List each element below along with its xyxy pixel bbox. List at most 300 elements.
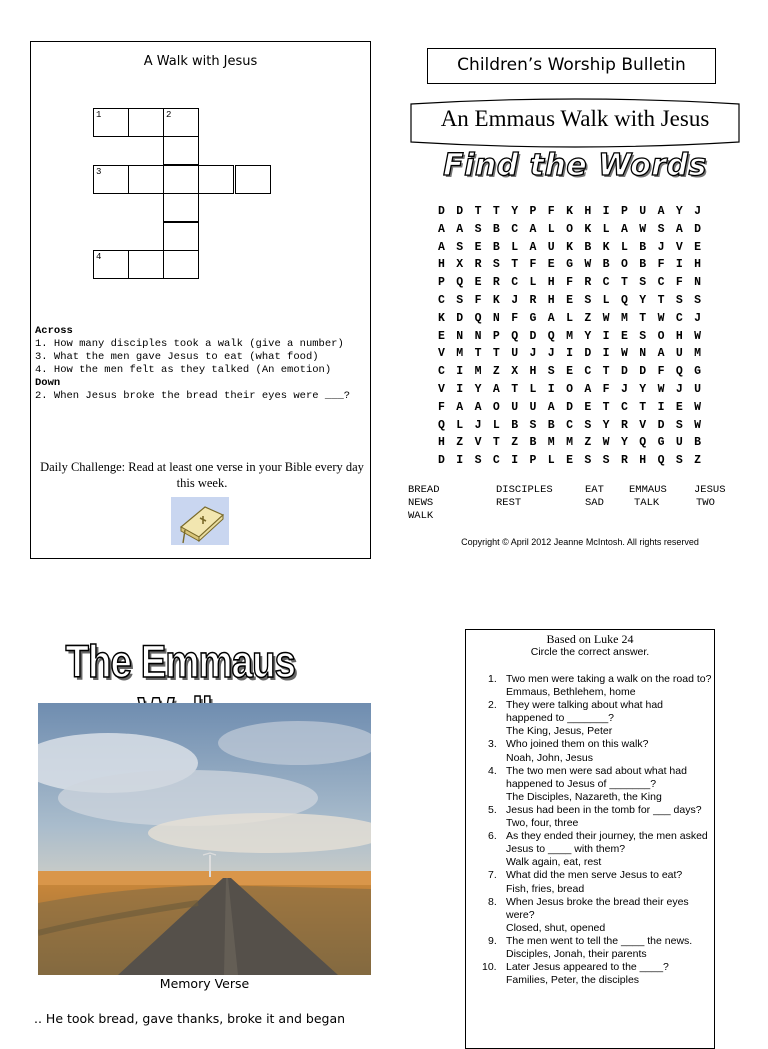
grid-row: [438, 205, 712, 223]
crossword-panel: [30, 41, 371, 559]
grid-letter[interactable]: H: [529, 365, 537, 379]
quiz-questions: [472, 673, 712, 987]
grid-letter[interactable]: G: [694, 365, 702, 379]
grid-letter[interactable]: B: [602, 258, 610, 272]
grid-letter[interactable]: H: [547, 276, 555, 290]
answer-options[interactable]: Disciples, Jonah, their parents: [506, 947, 647, 960]
word-item: TWO: [696, 497, 715, 509]
grid-letter[interactable]: E: [438, 329, 445, 343]
grid-letter[interactable]: M: [566, 436, 573, 450]
grid-letter[interactable]: S: [639, 329, 647, 343]
grid-letter[interactable]: S: [492, 258, 500, 272]
grid-letter[interactable]: C: [620, 400, 628, 414]
grid-letter[interactable]: T: [474, 347, 482, 361]
grid-letter[interactable]: J: [620, 382, 628, 396]
grid-letter[interactable]: D: [657, 418, 665, 432]
grid-letter[interactable]: Z: [511, 436, 519, 450]
grid-letter[interactable]: P: [438, 276, 445, 290]
quiz-heading: Based on Luke 24: [546, 632, 634, 646]
quiz-question: [472, 765, 712, 804]
question-number: 9.: [488, 934, 497, 947]
grid-letter[interactable]: L: [511, 240, 519, 254]
grid-letter[interactable]: E: [547, 258, 555, 272]
grid-letter[interactable]: D: [529, 329, 537, 343]
grid-letter[interactable]: K: [566, 240, 573, 254]
grid-letter[interactable]: C: [438, 365, 445, 379]
grid-row: [438, 312, 712, 330]
answer-options[interactable]: Closed, shut, opened: [506, 921, 606, 934]
grid-letter[interactable]: A: [529, 222, 537, 236]
grid-letter[interactable]: M: [694, 347, 702, 361]
grid-letter[interactable]: C: [584, 365, 592, 379]
grid-letter[interactable]: A: [584, 382, 592, 396]
grid-letter[interactable]: M: [547, 436, 555, 450]
grid-letter[interactable]: A: [492, 382, 500, 396]
grid-letter[interactable]: H: [639, 454, 647, 468]
across-heading: Across: [35, 325, 73, 337]
grid-letter[interactable]: G: [529, 311, 537, 325]
grid-letter[interactable]: W: [694, 418, 702, 432]
grid-letter[interactable]: Q: [675, 365, 683, 379]
grid-letter[interactable]: E: [566, 293, 573, 307]
cell-number: 4: [96, 252, 102, 262]
grid-letter[interactable]: Z: [456, 436, 464, 450]
question-number: 1.: [488, 673, 497, 685]
grid-letter[interactable]: Q: [547, 329, 555, 343]
grid-letter[interactable]: D: [438, 454, 445, 468]
grid-row: [438, 436, 712, 454]
grid-letter[interactable]: K: [438, 311, 445, 325]
down-heading: Down: [35, 377, 61, 389]
grid-letter[interactable]: E: [584, 400, 592, 414]
grid-letter[interactable]: D: [584, 347, 592, 361]
grid-letter[interactable]: N: [456, 329, 464, 343]
grid-letter[interactable]: L: [492, 418, 500, 432]
grid-letter[interactable]: S: [657, 222, 665, 236]
grid-letter[interactable]: C: [602, 276, 610, 290]
grid-letter[interactable]: F: [602, 382, 610, 396]
grid-letter[interactable]: I: [456, 454, 464, 468]
word-item: WALK: [408, 510, 434, 522]
find-the-words-title: Find the Words: [443, 148, 707, 183]
grid-letter[interactable]: V: [438, 382, 445, 396]
grid-letter[interactable]: U: [694, 382, 702, 396]
grid-letter[interactable]: R: [474, 258, 482, 272]
crossword-cell[interactable]: [163, 165, 199, 194]
grid-letter[interactable]: J: [675, 382, 683, 396]
grid-letter[interactable]: B: [639, 258, 647, 272]
grid-letter[interactable]: V: [474, 436, 482, 450]
grid-letter[interactable]: R: [492, 276, 500, 290]
crossword-cell[interactable]: [128, 250, 164, 279]
grid-letter[interactable]: J: [657, 240, 665, 254]
grid-letter[interactable]: U: [511, 400, 519, 414]
grid-letter[interactable]: K: [566, 205, 573, 218]
grid-letter[interactable]: L: [602, 222, 610, 236]
grid-letter[interactable]: Z: [694, 454, 702, 468]
grid-letter[interactable]: A: [547, 400, 555, 414]
grid-letter[interactable]: A: [438, 222, 445, 236]
grid-letter[interactable]: P: [492, 329, 500, 343]
grid-letter[interactable]: L: [620, 240, 628, 254]
grid-letter[interactable]: X: [511, 365, 519, 379]
grid-letter[interactable]: A: [456, 400, 464, 414]
grid-letter[interactable]: T: [492, 436, 500, 450]
grid-letter[interactable]: J: [529, 347, 537, 361]
grid-letter[interactable]: S: [675, 418, 683, 432]
grid-letter[interactable]: C: [511, 222, 519, 236]
grid-letter[interactable]: E: [675, 400, 683, 414]
grid-letter[interactable]: M: [474, 365, 482, 379]
grid-letter[interactable]: F: [474, 293, 482, 307]
crossword-cell[interactable]: [93, 250, 129, 279]
grid-letter[interactable]: S: [547, 365, 555, 379]
grid-letter[interactable]: L: [529, 382, 537, 396]
grid-letter[interactable]: H: [438, 436, 445, 450]
grid-letter[interactable]: B: [584, 240, 592, 254]
question-text: The men went to tell the ____ the news.: [506, 934, 693, 947]
grid-letter[interactable]: H: [438, 258, 445, 272]
daily-challenge: Daily Challenge: Read at least one verse in your Bible every day this week.: [40, 460, 364, 490]
quiz-question: [472, 961, 712, 987]
grid-letter[interactable]: Y: [511, 205, 519, 218]
grid-letter[interactable]: F: [657, 258, 665, 272]
grid-letter[interactable]: S: [584, 454, 592, 468]
grid-letter[interactable]: S: [456, 240, 464, 254]
quiz-question: [472, 804, 712, 830]
grid-letter[interactable]: I: [456, 365, 464, 379]
grid-letter[interactable]: A: [529, 240, 537, 254]
grid-letter[interactable]: A: [474, 400, 482, 414]
grid-letter[interactable]: L: [547, 222, 555, 236]
question-text: They were talking about what had happened to _______?: [506, 699, 664, 725]
grid-letter[interactable]: Z: [492, 365, 500, 379]
grid-letter[interactable]: A: [620, 222, 628, 236]
grid-letter[interactable]: F: [657, 365, 665, 379]
grid-letter[interactable]: I: [657, 400, 665, 414]
grid-letter[interactable]: D: [456, 205, 464, 218]
grid-letter[interactable]: I: [511, 454, 519, 468]
grid-letter[interactable]: T: [474, 205, 482, 218]
grid-letter[interactable]: C: [657, 276, 665, 290]
grid-letter[interactable]: K: [602, 240, 610, 254]
grid-letter[interactable]: N: [694, 276, 702, 290]
grid-letter[interactable]: Q: [456, 276, 464, 290]
road-photo: [38, 703, 371, 975]
grid-letter[interactable]: N: [639, 347, 647, 361]
grid-letter[interactable]: S: [456, 293, 464, 307]
grid-letter[interactable]: V: [639, 418, 647, 432]
word-search-grid[interactable]: [438, 205, 712, 472]
grid-letter[interactable]: T: [511, 382, 519, 396]
grid-letter[interactable]: R: [620, 418, 628, 432]
crossword-cell[interactable]: [128, 165, 164, 194]
memory-verse-label: Memory Verse: [159, 976, 250, 991]
grid-letter[interactable]: T: [639, 311, 647, 325]
grid-letter[interactable]: W: [694, 329, 702, 343]
grid-letter[interactable]: A: [456, 222, 464, 236]
grid-letter[interactable]: Y: [639, 382, 647, 396]
grid-letter[interactable]: I: [602, 205, 610, 218]
answer-options[interactable]: Fish, fries, bread: [506, 882, 585, 895]
grid-letter[interactable]: Z: [584, 311, 592, 325]
grid-letter[interactable]: W: [620, 347, 628, 361]
grid-letter[interactable]: U: [529, 400, 537, 414]
grid-letter[interactable]: H: [675, 329, 683, 343]
answer-options[interactable]: Noah, John, Jesus: [506, 751, 593, 764]
question-number: 7.: [488, 869, 497, 882]
grid-letter[interactable]: A: [438, 240, 445, 254]
question-number: 5.: [488, 803, 497, 816]
grid-letter[interactable]: H: [694, 258, 702, 272]
crossword-cell[interactable]: [93, 108, 129, 137]
grid-letter[interactable]: C: [511, 276, 519, 290]
grid-letter[interactable]: O: [657, 329, 665, 343]
grid-letter[interactable]: S: [694, 293, 702, 307]
crossword-cell[interactable]: [93, 165, 129, 194]
crossword-cell[interactable]: [163, 222, 199, 251]
answer-options[interactable]: The King, Jesus, Peter: [506, 725, 613, 738]
grid-letter[interactable]: U: [675, 347, 683, 361]
grid-letter[interactable]: R: [620, 454, 628, 468]
grid-letter[interactable]: C: [675, 311, 683, 325]
answer-options[interactable]: The Disciples, Nazareth, the King: [506, 790, 662, 803]
grid-letter[interactable]: Q: [511, 329, 519, 343]
grid-row: [438, 223, 712, 241]
grid-letter[interactable]: F: [547, 205, 555, 218]
grid-letter[interactable]: T: [492, 205, 500, 218]
grid-letter[interactable]: W: [602, 311, 610, 325]
grid-letter[interactable]: P: [529, 454, 537, 468]
crossword-cell[interactable]: [163, 136, 199, 165]
grid-letter[interactable]: B: [492, 222, 500, 236]
grid-letter[interactable]: N: [474, 329, 482, 343]
grid-letter[interactable]: E: [566, 454, 573, 468]
grid-row: [438, 241, 712, 259]
grid-letter[interactable]: F: [511, 311, 519, 325]
grid-letter[interactable]: S: [584, 293, 592, 307]
grid-letter[interactable]: Y: [620, 436, 628, 450]
crossword-cell[interactable]: [198, 165, 234, 194]
grid-letter[interactable]: G: [566, 258, 573, 272]
grid-letter[interactable]: A: [547, 311, 555, 325]
grid-row: [438, 276, 712, 294]
grid-letter[interactable]: S: [474, 454, 482, 468]
quiz-question: [472, 673, 712, 699]
grid-letter[interactable]: S: [584, 418, 592, 432]
grid-letter[interactable]: M: [620, 311, 628, 325]
grid-letter[interactable]: D: [456, 311, 464, 325]
grid-letter[interactable]: A: [657, 205, 665, 218]
grid-letter[interactable]: L: [456, 418, 464, 432]
grid-letter[interactable]: F: [438, 400, 445, 414]
grid-letter[interactable]: H: [547, 293, 555, 307]
grid-letter[interactable]: H: [584, 205, 592, 218]
grid-letter[interactable]: C: [492, 454, 500, 468]
story-title: The Emmaus: [65, 636, 296, 687]
grid-letter[interactable]: S: [529, 418, 537, 432]
grid-letter[interactable]: C: [566, 418, 573, 432]
grid-letter[interactable]: V: [438, 347, 445, 361]
grid-letter[interactable]: L: [529, 276, 537, 290]
grid-letter[interactable]: B: [492, 240, 500, 254]
grid-letter[interactable]: N: [492, 311, 500, 325]
question-number: 2.: [488, 699, 497, 712]
grid-letter[interactable]: I: [675, 258, 683, 272]
answer-options[interactable]: Families, Peter, the disciples: [506, 974, 640, 987]
grid-letter[interactable]: Z: [584, 436, 592, 450]
grid-letter[interactable]: C: [438, 293, 445, 307]
grid-letter[interactable]: T: [657, 293, 665, 307]
grid-letter[interactable]: M: [566, 329, 573, 343]
grid-letter[interactable]: B: [547, 418, 555, 432]
grid-letter[interactable]: J: [547, 347, 555, 361]
grid-letter[interactable]: F: [566, 276, 573, 290]
grid-row: [438, 365, 712, 383]
crossword-title: A Walk with Jesus: [143, 54, 258, 69]
grid-letter[interactable]: S: [639, 276, 647, 290]
quiz-panel: [465, 629, 715, 1049]
crossword-cell[interactable]: [163, 108, 199, 137]
grid-letter[interactable]: O: [566, 382, 573, 396]
grid-row: [438, 330, 712, 348]
grid-letter[interactable]: D: [438, 205, 445, 218]
grid-letter[interactable]: W: [694, 400, 702, 414]
grid-letter[interactable]: U: [675, 436, 683, 450]
grid-letter[interactable]: I: [547, 382, 555, 396]
clue-across-3: 3. What the men gave Jesus to eat (what food): [35, 351, 319, 363]
question-text: The two men were sad about what had happened to Jesus of _______?: [506, 764, 687, 790]
grid-letter[interactable]: D: [639, 365, 647, 379]
grid-letter[interactable]: D: [620, 365, 628, 379]
copyright-notice: Copyright © April 2012 Jeanne McIntosh. All rights reserved: [461, 537, 699, 547]
grid-letter[interactable]: E: [694, 240, 702, 254]
crossword-cell[interactable]: [235, 165, 271, 194]
grid-letter[interactable]: T: [620, 276, 628, 290]
grid-letter[interactable]: W: [657, 311, 665, 325]
grid-letter[interactable]: T: [602, 400, 610, 414]
grid-letter[interactable]: Q: [657, 454, 665, 468]
crossword-cell[interactable]: [163, 250, 199, 279]
grid-letter[interactable]: Q: [620, 293, 628, 307]
grid-letter[interactable]: O: [492, 400, 500, 414]
grid-row: [438, 401, 712, 419]
crossword-cell[interactable]: [128, 108, 164, 137]
grid-letter[interactable]: M: [456, 347, 464, 361]
answer-options[interactable]: Emmaus, Bethlehem, home: [506, 686, 636, 699]
grid-letter[interactable]: S: [675, 454, 683, 468]
grid-letter[interactable]: T: [511, 258, 519, 272]
grid-letter[interactable]: E: [566, 365, 573, 379]
grid-letter[interactable]: Y: [474, 382, 482, 396]
cell-number: 3: [96, 167, 102, 177]
grid-row: [438, 294, 712, 312]
grid-letter[interactable]: Q: [474, 311, 482, 325]
grid-letter[interactable]: B: [529, 436, 537, 450]
grid-letter[interactable]: S: [602, 454, 610, 468]
grid-letter[interactable]: F: [529, 258, 537, 272]
grid-letter[interactable]: W: [639, 222, 647, 236]
memory-verse-text: .. He took bread, gave thanks, broke it and began: [34, 1011, 346, 1026]
question-text: Who joined them on this walk?: [506, 738, 649, 751]
grid-letter[interactable]: Y: [639, 293, 647, 307]
grid-letter[interactable]: D: [694, 222, 702, 236]
grid-letter[interactable]: U: [547, 240, 555, 254]
quiz-question: [472, 699, 712, 738]
grid-letter[interactable]: Q: [639, 436, 647, 450]
grid-letter[interactable]: I: [602, 347, 610, 361]
grid-letter[interactable]: J: [694, 205, 702, 218]
grid-letter[interactable]: J: [474, 418, 482, 432]
grid-letter[interactable]: O: [620, 258, 628, 272]
grid-letter[interactable]: Y: [584, 329, 592, 343]
grid-letter[interactable]: I: [456, 382, 464, 396]
grid-letter[interactable]: P: [529, 205, 537, 218]
crossword-cell[interactable]: [163, 193, 199, 222]
grid-letter[interactable]: E: [620, 329, 628, 343]
grid-letter[interactable]: W: [602, 436, 610, 450]
grid-letter[interactable]: B: [694, 436, 702, 450]
grid-letter[interactable]: W: [584, 258, 592, 272]
quiz-question: [472, 869, 712, 895]
grid-letter[interactable]: X: [456, 258, 464, 272]
grid-letter[interactable]: E: [474, 240, 482, 254]
grid-letter[interactable]: U: [511, 347, 519, 361]
grid-letter[interactable]: F: [675, 276, 683, 290]
grid-letter[interactable]: Y: [602, 418, 610, 432]
grid-letter[interactable]: Q: [438, 418, 445, 432]
grid-letter[interactable]: U: [639, 205, 647, 218]
question-text: Jesus had been in the tomb for ___ days?: [506, 803, 702, 816]
grid-letter[interactable]: R: [584, 276, 592, 290]
answer-options[interactable]: Walk again, eat, rest: [506, 856, 602, 869]
grid-letter[interactable]: B: [511, 418, 519, 432]
grid-letter[interactable]: L: [566, 311, 573, 325]
grid-letter[interactable]: Y: [675, 205, 683, 218]
answer-options[interactable]: Two, four, three: [506, 817, 579, 830]
grid-letter[interactable]: L: [547, 454, 555, 468]
grid-letter[interactable]: G: [657, 436, 665, 450]
grid-letter[interactable]: T: [639, 400, 647, 414]
grid-letter[interactable]: T: [602, 365, 610, 379]
grid-letter[interactable]: K: [492, 293, 500, 307]
grid-letter[interactable]: A: [657, 347, 665, 361]
word-item: BREAD: [408, 484, 440, 496]
grid-letter[interactable]: B: [639, 240, 647, 254]
grid-letter[interactable]: J: [511, 293, 519, 307]
grid-letter[interactable]: W: [657, 382, 665, 396]
quiz-question: [472, 935, 712, 961]
grid-letter[interactable]: P: [620, 205, 628, 218]
grid-letter[interactable]: E: [474, 276, 482, 290]
grid-letter[interactable]: S: [675, 293, 683, 307]
grid-letter[interactable]: S: [474, 222, 482, 236]
grid-letter[interactable]: J: [694, 311, 702, 325]
grid-letter[interactable]: T: [492, 347, 500, 361]
grid-letter[interactable]: I: [566, 347, 573, 361]
word-item: REST: [496, 497, 522, 509]
grid-letter[interactable]: K: [584, 222, 592, 236]
grid-letter[interactable]: A: [675, 222, 683, 236]
grid-letter[interactable]: D: [566, 400, 573, 414]
grid-letter[interactable]: O: [566, 222, 573, 236]
grid-letter[interactable]: L: [602, 293, 610, 307]
word-item: SAD: [585, 497, 604, 509]
grid-letter[interactable]: R: [529, 293, 537, 307]
grid-letter[interactable]: V: [675, 240, 683, 254]
grid-letter[interactable]: I: [602, 329, 610, 343]
quiz-question: [472, 830, 712, 869]
